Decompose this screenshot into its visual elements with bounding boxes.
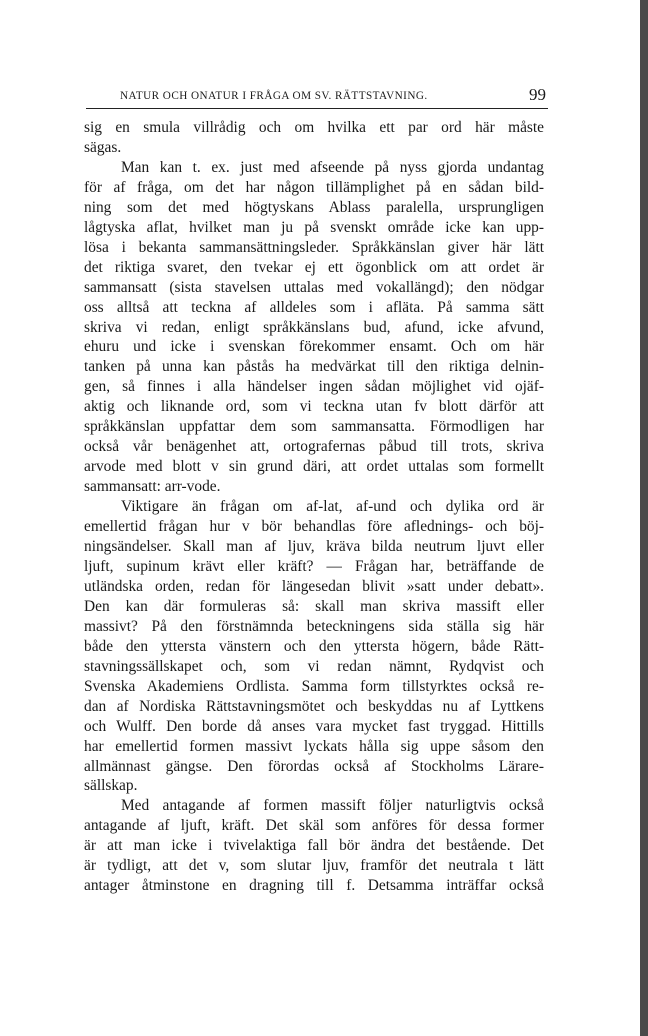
text-line: utländska orden, redan för längesedan blivit »satt under debatt». <box>84 577 544 595</box>
text-line: massivt? På den förstnämnda beteckningens sida ställa sig här <box>84 617 544 635</box>
text-line: aktig och liknande ord, som vi teckna utan fv blott därför att <box>84 398 544 416</box>
text-line: Den kan där formuleras så: skall man skriva massift eller <box>84 597 544 615</box>
text-line: också vår benägenhet att, ortografernas påbud till trots, skriva <box>84 438 544 456</box>
page-number: 99 <box>529 85 546 104</box>
text-line: lösa i bekanta sammansättningsleder. Språkkänslan giver här lätt <box>84 238 544 256</box>
text-line: antager åtminstone en dragning till f. Detsamma inträffar också <box>84 877 544 895</box>
running-head: NATUR OCH ONATUR I FRÅGA OM SV. RÄTTSTAVNING. <box>120 90 428 102</box>
text-line: språkkänslan uppfattar dem som sammansatta. Förmodligen har <box>84 418 544 436</box>
page-header <box>86 85 548 110</box>
text-line: Svenska Akademiens Ordlista. Samma form tillstyrktes också re- <box>84 677 544 695</box>
text-line: sägas. <box>84 138 122 156</box>
text-line: har emellertid formen massivt lyckats hålla sig uppe såsom den <box>84 737 544 755</box>
text-line: tanken på unna kan påstås ha medvärkat till den riktiga delnin- <box>84 358 544 376</box>
text-line: ljuft, supinum krävt eller kräft? — Frågan har, beträffande de <box>84 557 544 575</box>
paragraph-first-line: Viktigare än frågan om af-lat, af-und och dylika ord är <box>121 498 544 516</box>
text-line: antagande af ljuft, kräft. Det skäl som anföres för dessa former <box>84 817 544 835</box>
text-line: sig en smula villrådig och om hvilka ett par ord här måste <box>84 119 544 136</box>
scan-edge <box>640 0 648 1036</box>
text-line: både den yttersta vänstern och den yttersta högern, både Rätt- <box>84 637 544 655</box>
text-line: för af fråga, om det har någon tillämplighet på en sådan bild- <box>84 178 544 196</box>
text-line: ningsändelser. Skall man af ljuv, kräva bilda neutrum ljuvt eller <box>84 538 544 556</box>
text-line: skriva vi redan, enligt språkkänslans bud, afund, icke afvund, <box>84 318 544 336</box>
text-line: det riktiga svaret, den tvekar ej ett ögonblick om att ordet är <box>84 258 544 276</box>
text-line: arvode med blott v sin grund däri, att ordet uttalas som formellt <box>84 458 544 476</box>
text-line: gen, så finnes i alla händelser ingen sådan möjlighet vid ojäf- <box>84 378 544 396</box>
text-line: är tydligt, att det v, som slutar ljuv, framför det neutrala t lätt <box>84 857 544 875</box>
text-line: lågtyska aflat, hvilket man ju på svenskt område icke kan upp- <box>84 218 544 236</box>
body-text <box>84 118 544 896</box>
text-line: stavningssällskapet och, som vi redan nämnt, Rydqvist och <box>84 657 544 675</box>
text-line: emellertid frågan hur v bör behandlas före aflednings- och böj- <box>84 518 544 536</box>
text-line: dan af Nordiska Rättstavningsmötet och beskyddas nu af Lyttkens <box>84 697 544 715</box>
text-line: är att man icke i tvivelaktiga fall bör ändra det bestående. Det <box>84 837 544 855</box>
paragraph-first-line: Med antagande af formen massift följer naturligtvis också <box>121 797 544 815</box>
text-line: sällskap. <box>84 777 138 795</box>
text-line: sammansatt (sista stavelsen uttalas med vokallängd); den nödgar <box>84 278 544 296</box>
text-line: ehuru und icke i svenskan förekommer ensamt. Och om här <box>84 338 544 356</box>
text-line: sammansatt: arr-vode. <box>84 478 221 496</box>
header-rule <box>86 108 548 109</box>
text-line: ning som det med högtyskans Ablass paralella, ursprungligen <box>84 198 544 216</box>
text-line: oss alltså att teckna af alldeles som i afläta. På samma sätt <box>84 298 544 316</box>
paragraph-first-line: Man kan t. ex. just med afseende på nyss gjorda undantag <box>121 158 544 176</box>
text-line: allmännast gängse. Den förordas också af Stockholms Lärare- <box>84 757 544 775</box>
text-line: och Wulff. Den borde då anses vara mycket fast tryggad. Hittills <box>84 717 544 735</box>
